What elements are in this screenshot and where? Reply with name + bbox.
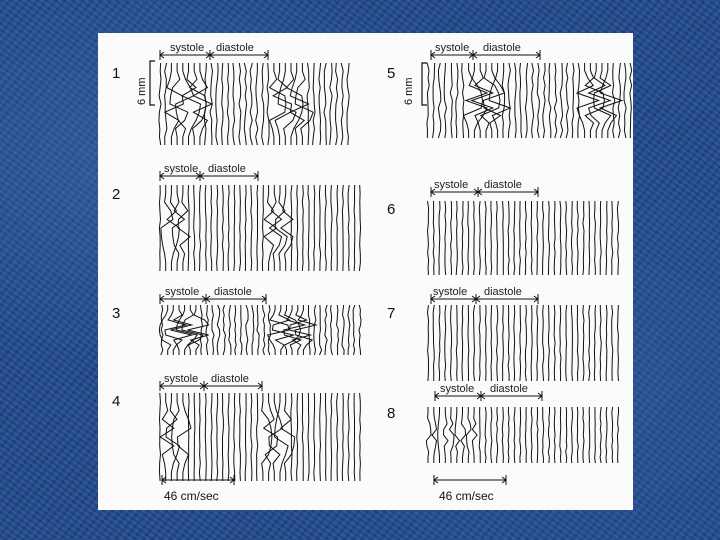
waveform-trace-1-14 bbox=[233, 63, 235, 145]
waveform-trace-5-6 bbox=[456, 63, 458, 138]
diastole-label-5: diastole bbox=[483, 42, 521, 54]
waveform-trace-7-26 bbox=[571, 305, 572, 381]
waveform-trace-8-20 bbox=[537, 407, 538, 463]
diastole-label-8: diastole bbox=[490, 383, 528, 395]
waveform-trace-2-17 bbox=[251, 185, 252, 271]
waveform-trace-2-27 bbox=[308, 185, 309, 271]
waveform-trace-5-15 bbox=[508, 63, 510, 138]
waveform-trace-7-32 bbox=[606, 305, 607, 381]
diastole-label-7: diastole bbox=[484, 286, 522, 298]
waveform-trace-1-16 bbox=[244, 63, 246, 145]
systole-label-6: systole bbox=[434, 179, 469, 191]
waveform-trace-7-33 bbox=[612, 305, 613, 381]
waveform-trace-1-30 bbox=[324, 63, 326, 145]
waveform-trace-2-10 bbox=[211, 185, 212, 271]
waveform-trace-7-4 bbox=[445, 305, 446, 381]
waveform-trace-8-33 bbox=[612, 407, 613, 463]
waveform-trace-4-30 bbox=[326, 393, 327, 481]
waveform-trace-6-4 bbox=[445, 201, 446, 275]
panel-number-3: 3 bbox=[112, 305, 121, 322]
waveform-trace-6-6 bbox=[456, 201, 457, 275]
waveform-trace-8-10 bbox=[479, 407, 480, 463]
waveform-trace-1-32 bbox=[336, 63, 338, 145]
waveform-trace-7-1 bbox=[428, 305, 429, 381]
waveform-trace-7-13 bbox=[497, 305, 498, 381]
waveform-trace-8-26 bbox=[571, 407, 572, 463]
waveform-trace-6-5 bbox=[451, 201, 452, 275]
waveform-trace-1-9 bbox=[205, 63, 207, 145]
waveform-trace-5-24 bbox=[560, 63, 562, 138]
waveform-trace-1-17 bbox=[250, 63, 252, 145]
waveform-trace-8-12 bbox=[491, 407, 492, 463]
waveform-trace-7-3 bbox=[439, 305, 440, 381]
waveform-trace-8-19 bbox=[531, 407, 532, 463]
waveform-trace-8-29 bbox=[589, 407, 590, 463]
waveform-trace-6-24 bbox=[560, 201, 561, 275]
figure-page bbox=[98, 33, 633, 510]
waveform-trace-6-28 bbox=[583, 201, 584, 275]
waveform-trace-7-20 bbox=[537, 305, 538, 381]
systole-label-7: systole bbox=[433, 286, 468, 298]
waveform-trace-6-14 bbox=[503, 201, 504, 275]
waveform-trace-7-22 bbox=[549, 305, 550, 381]
waveform-trace-7-21 bbox=[543, 305, 544, 381]
waveform-trace-1-6 bbox=[182, 63, 201, 145]
systole-label-2: systole bbox=[164, 163, 199, 175]
waveform-trace-3-32 bbox=[337, 305, 339, 355]
panel-number-1: 1 bbox=[112, 65, 121, 82]
waveform-trace-5-16 bbox=[515, 63, 517, 138]
waveform-trace-5-18 bbox=[525, 63, 527, 138]
waveform-trace-2-8 bbox=[200, 185, 201, 271]
waveform-trace-4-31 bbox=[331, 393, 332, 481]
waveform-trace-3-30 bbox=[325, 305, 327, 355]
waveform-trace-3-11 bbox=[217, 305, 219, 355]
waveform-trace-6-33 bbox=[612, 201, 613, 275]
waveform-trace-7-24 bbox=[560, 305, 561, 381]
waveform-trace-4-10 bbox=[211, 393, 212, 481]
waveform-trace-3-5 bbox=[176, 305, 197, 355]
waveform-trace-5-12 bbox=[483, 63, 504, 138]
waveform-trace-5-35 bbox=[624, 63, 626, 138]
waveform-trace-7-29 bbox=[589, 305, 590, 381]
waveform-trace-8-15 bbox=[508, 407, 509, 463]
waveform-trace-2-35 bbox=[354, 185, 355, 271]
scale-bracket-1 bbox=[150, 61, 155, 105]
waveform-trace-1-8 bbox=[193, 63, 212, 145]
waveform-trace-1-25 bbox=[290, 63, 309, 145]
waveform-trace-7-8 bbox=[468, 305, 469, 381]
waveform-trace-6-20 bbox=[537, 201, 538, 275]
waveform-trace-6-25 bbox=[566, 201, 567, 275]
waveform-trace-7-19 bbox=[531, 305, 532, 381]
waveform-trace-2-28 bbox=[314, 185, 315, 271]
waveform-trace-5-25 bbox=[566, 63, 568, 138]
waveform-trace-3-29 bbox=[320, 305, 322, 355]
waveform-trace-5-21 bbox=[543, 63, 545, 138]
waveform-trace-2-34 bbox=[348, 185, 349, 271]
systole-label-8: systole bbox=[440, 383, 475, 395]
waveform-trace-3-25 bbox=[289, 305, 310, 355]
waveform-trace-2-33 bbox=[342, 185, 343, 271]
waveform-trace-7-23 bbox=[554, 305, 555, 381]
waveform-trace-4-7 bbox=[194, 393, 195, 481]
panel-number-5: 5 bbox=[387, 65, 396, 82]
waveform-trace-6-13 bbox=[497, 201, 498, 275]
waveform-trace-5-2 bbox=[433, 63, 435, 138]
waveform-trace-1-11 bbox=[216, 63, 218, 145]
waveform-trace-6-19 bbox=[531, 201, 532, 275]
waveform-trace-4-9 bbox=[205, 393, 206, 481]
waveform-trace-6-21 bbox=[543, 201, 544, 275]
waveform-trace-2-14 bbox=[234, 185, 235, 271]
waveform-trace-3-26 bbox=[295, 305, 316, 355]
diastole-label-1: diastole bbox=[216, 42, 254, 54]
waveform-trace-4-19 bbox=[262, 393, 272, 481]
waveform-trace-8-21 bbox=[543, 407, 544, 463]
waveform-trace-2-36 bbox=[359, 185, 360, 271]
waveform-trace-2-6 bbox=[188, 185, 189, 271]
waveform-trace-1-3 bbox=[165, 63, 184, 145]
waveform-trace-3-16 bbox=[246, 305, 248, 355]
waveform-trace-1-20 bbox=[267, 63, 269, 145]
waveform-trace-3-24 bbox=[284, 305, 305, 355]
waveform-trace-2-1 bbox=[159, 185, 160, 271]
waveform-trace-8-30 bbox=[595, 407, 596, 463]
waveform-trace-6-7 bbox=[462, 201, 463, 275]
waveform-trace-5-19 bbox=[532, 63, 534, 138]
waveform-trace-7-16 bbox=[514, 305, 515, 381]
waveform-trace-4-14 bbox=[234, 393, 235, 481]
waveform-trace-4-18 bbox=[257, 393, 258, 481]
waveform-trace-2-31 bbox=[331, 185, 332, 271]
waveform-trace-3-31 bbox=[331, 305, 333, 355]
waveform-trace-6-29 bbox=[589, 201, 590, 275]
waveform-trace-3-10 bbox=[212, 305, 214, 355]
waveform-trace-7-15 bbox=[508, 305, 509, 381]
waveform-trace-6-9 bbox=[474, 201, 475, 275]
waveform-trace-1-26 bbox=[295, 63, 313, 145]
waveform-trace-1-12 bbox=[222, 63, 223, 145]
waveform-trace-4-35 bbox=[354, 393, 355, 481]
waveform-trace-2-24 bbox=[291, 185, 292, 271]
waveform-trace-6-3 bbox=[439, 201, 440, 275]
waveform-trace-1-33 bbox=[341, 63, 343, 145]
waveform-trace-8-31 bbox=[600, 407, 601, 463]
waveform-trace-7-31 bbox=[600, 305, 601, 381]
panel-number-2: 2 bbox=[112, 186, 121, 203]
waveform-trace-8-8 bbox=[467, 407, 472, 463]
waveform-trace-2-13 bbox=[228, 185, 229, 271]
waveform-trace-7-14 bbox=[503, 305, 504, 381]
waveform-trace-2-25 bbox=[297, 185, 298, 271]
waveform-trace-8-23 bbox=[554, 407, 555, 463]
waveform-trace-1-23 bbox=[278, 63, 296, 145]
waveform-trace-3-14 bbox=[235, 305, 237, 355]
waveform-trace-1-22 bbox=[273, 63, 292, 145]
waveform-trace-7-12 bbox=[491, 305, 492, 381]
waveform-trace-4-29 bbox=[320, 393, 321, 481]
waveform-trace-1-1 bbox=[159, 63, 161, 145]
panel-number-8: 8 bbox=[387, 405, 396, 422]
waveform-trace-7-34 bbox=[618, 305, 619, 381]
waveform-trace-1-15 bbox=[239, 63, 241, 145]
waveform-trace-1-18 bbox=[256, 63, 258, 145]
waveform-trace-6-10 bbox=[479, 201, 480, 275]
waveform-trace-6-22 bbox=[548, 201, 549, 275]
waveform-trace-4-11 bbox=[217, 393, 218, 481]
waveform-trace-2-29 bbox=[319, 185, 320, 271]
waveform-trace-1-29 bbox=[319, 63, 321, 145]
waveform-trace-2-11 bbox=[217, 185, 218, 271]
waveform-trace-8-1 bbox=[426, 407, 431, 463]
waveform-trace-4-17 bbox=[251, 393, 252, 481]
waveform-trace-8-14 bbox=[502, 407, 503, 463]
waveform-trace-8-34 bbox=[618, 407, 619, 463]
waveform-trace-5-27 bbox=[578, 63, 580, 138]
waveform-trace-7-25 bbox=[566, 305, 567, 381]
waveform-trace-7-6 bbox=[456, 305, 457, 381]
waveform-trace-2-18 bbox=[257, 185, 258, 271]
waveform-trace-8-18 bbox=[525, 407, 526, 463]
waveform-trace-3-17 bbox=[252, 305, 254, 355]
waveform-trace-3-18 bbox=[257, 305, 259, 355]
waveform-trace-6-1 bbox=[428, 201, 429, 275]
waveform-trace-1-7 bbox=[190, 63, 207, 145]
speed-label-left: 46 cm/sec bbox=[164, 489, 219, 503]
waveform-trace-2-9 bbox=[205, 185, 206, 271]
waveform-trace-8-27 bbox=[577, 407, 578, 463]
waveform-trace-5-20 bbox=[537, 63, 539, 138]
waveform-trace-5-17 bbox=[520, 63, 522, 138]
waveform-trace-3-34 bbox=[348, 305, 350, 355]
waveform-trace-8-28 bbox=[583, 407, 584, 463]
waveform-trace-7-10 bbox=[479, 305, 480, 381]
waveform-trace-7-27 bbox=[577, 305, 578, 381]
waveform-trace-5-26 bbox=[572, 63, 574, 138]
waveform-trace-3-27 bbox=[308, 305, 310, 355]
waveform-trace-7-11 bbox=[485, 305, 486, 381]
waveform-trace-3-36 bbox=[359, 305, 361, 355]
waveform-trace-1-34 bbox=[347, 63, 349, 145]
waveform-trace-5-31 bbox=[594, 63, 611, 138]
waveform-trace-5-3 bbox=[438, 63, 440, 138]
waveform-trace-4-22 bbox=[275, 393, 289, 481]
waveform-trace-8-5 bbox=[449, 407, 454, 463]
panel-number-7: 7 bbox=[387, 305, 396, 322]
waveform-trace-4-8 bbox=[199, 393, 200, 481]
waveform-trace-1-28 bbox=[313, 63, 315, 145]
waveform-trace-6-34 bbox=[617, 201, 618, 275]
waveform-trace-5-33 bbox=[613, 63, 615, 138]
waveform-trace-2-19 bbox=[262, 185, 263, 271]
waveform-trace-2-16 bbox=[245, 185, 246, 271]
diastole-label-3: diastole bbox=[214, 286, 252, 298]
waveform-trace-1-19 bbox=[262, 63, 264, 145]
waveform-trace-3-6 bbox=[182, 305, 203, 355]
waveform-trace-2-7 bbox=[194, 185, 195, 271]
waveform-trace-7-18 bbox=[525, 305, 526, 381]
waveform-trace-3-7 bbox=[188, 305, 209, 355]
waveform-trace-8-25 bbox=[566, 407, 567, 463]
waveform-trace-5-5 bbox=[450, 63, 452, 138]
waveform-trace-8-32 bbox=[606, 407, 607, 463]
waveform-trace-8-3 bbox=[438, 407, 440, 463]
waveform-trace-7-2 bbox=[433, 305, 434, 381]
waveform-trace-8-6 bbox=[455, 407, 460, 463]
speed-label-right: 46 cm/sec bbox=[439, 489, 494, 503]
panel-number-4: 4 bbox=[112, 393, 121, 410]
waveform-trace-6-2 bbox=[433, 201, 434, 275]
waveform-trace-4-12 bbox=[222, 393, 223, 481]
waveform-trace-4-36 bbox=[360, 393, 361, 481]
waveform-trace-5-7 bbox=[462, 63, 464, 138]
waveform-trace-6-30 bbox=[594, 201, 595, 275]
waveform-trace-3-15 bbox=[240, 305, 242, 355]
waveform-trace-4-24 bbox=[291, 393, 292, 481]
waveform-trace-3-28 bbox=[314, 305, 316, 355]
waveform-trace-4-32 bbox=[337, 393, 338, 481]
waveform-trace-5-23 bbox=[554, 63, 556, 138]
waveform-trace-4-27 bbox=[308, 393, 309, 481]
waveform-trace-4-15 bbox=[240, 393, 241, 481]
waveform-trace-1-2 bbox=[165, 63, 167, 145]
waveform-trace-6-16 bbox=[514, 201, 515, 275]
waveform-trace-3-13 bbox=[229, 305, 231, 355]
waveform-trace-4-25 bbox=[297, 393, 298, 481]
waveform-trace-5-36 bbox=[630, 63, 632, 138]
panel-number-6: 6 bbox=[387, 201, 396, 218]
waveform-trace-3-1 bbox=[161, 305, 163, 355]
waveform-trace-2-26 bbox=[302, 185, 303, 271]
waveform-trace-8-2 bbox=[432, 407, 437, 463]
waveform-trace-6-12 bbox=[491, 201, 492, 275]
waveform-trace-3-12 bbox=[223, 305, 226, 355]
systole-label-1: systole bbox=[170, 42, 205, 54]
waveform-trace-1-31 bbox=[330, 63, 332, 145]
waveform-trace-3-35 bbox=[353, 305, 355, 355]
waveform-trace-3-9 bbox=[206, 305, 208, 355]
diastole-label-4: diastole bbox=[211, 373, 249, 385]
waveform-trace-6-26 bbox=[572, 201, 573, 275]
waveform-trace-3-33 bbox=[342, 305, 344, 355]
waveform-trace-7-7 bbox=[462, 305, 463, 381]
waveform-trace-5-34 bbox=[618, 63, 620, 138]
waveform-trace-8-4 bbox=[444, 407, 449, 463]
waveform-trace-7-17 bbox=[520, 305, 521, 381]
waveform-trace-5-4 bbox=[444, 63, 446, 138]
waveform-trace-3-19 bbox=[263, 305, 265, 355]
waveform-trace-6-18 bbox=[525, 201, 526, 275]
waveform-trace-4-23 bbox=[281, 393, 295, 481]
waveform-trace-7-9 bbox=[474, 305, 475, 381]
waveform-trace-6-31 bbox=[600, 201, 601, 275]
waveform-trace-6-8 bbox=[468, 201, 469, 275]
systole-label-4: systole bbox=[164, 373, 199, 385]
waveform-trace-4-26 bbox=[302, 393, 303, 481]
waveform-trace-5-1 bbox=[427, 63, 429, 138]
scale-label-right: 6 mm bbox=[403, 77, 415, 105]
diastole-label-2: diastole bbox=[208, 163, 246, 175]
waveform-trace-5-22 bbox=[549, 63, 551, 138]
waveform-trace-6-15 bbox=[508, 201, 509, 275]
diastole-label-6: diastole bbox=[484, 179, 522, 191]
waveform-trace-4-16 bbox=[245, 393, 246, 481]
waveform-trace-4-34 bbox=[348, 393, 349, 481]
waveform-trace-4-28 bbox=[314, 393, 315, 481]
waveform-trace-6-11 bbox=[485, 201, 486, 275]
waveform-trace-6-27 bbox=[577, 201, 578, 275]
waveform-trace-8-22 bbox=[548, 407, 549, 463]
systole-label-5: systole bbox=[435, 42, 470, 54]
waveform-trace-4-21 bbox=[269, 393, 283, 481]
waveform-trace-8-7 bbox=[461, 407, 466, 463]
waveform-trace-8-13 bbox=[497, 407, 498, 463]
waveform-trace-2-12 bbox=[222, 185, 223, 271]
waveform-trace-8-16 bbox=[514, 407, 515, 463]
waveform-trace-2-30 bbox=[325, 185, 326, 271]
waveform-trace-4-33 bbox=[342, 393, 343, 481]
scale-bracket-2 bbox=[422, 63, 427, 105]
scale-label-left: 6 mm bbox=[136, 77, 148, 105]
waveform-trace-7-5 bbox=[451, 305, 452, 381]
waveform-trace-3-20 bbox=[268, 305, 270, 355]
systole-label-3: systole bbox=[165, 286, 200, 298]
waveform-trace-8-24 bbox=[560, 407, 561, 463]
waveform-trace-2-15 bbox=[240, 185, 241, 271]
waveform-trace-7-28 bbox=[583, 305, 584, 381]
waveform-trace-8-9 bbox=[472, 407, 477, 463]
waveform-trace-8-17 bbox=[520, 407, 521, 463]
waveform-figure bbox=[98, 33, 633, 510]
waveform-trace-3-8 bbox=[200, 305, 202, 355]
waveform-trace-6-32 bbox=[606, 201, 607, 275]
waveform-trace-4-13 bbox=[228, 393, 229, 481]
waveform-trace-6-23 bbox=[554, 201, 555, 275]
waveform-trace-2-32 bbox=[337, 185, 338, 271]
waveform-trace-5-14 bbox=[502, 63, 504, 138]
waveform-trace-8-11 bbox=[485, 407, 486, 463]
waveform-trace-6-17 bbox=[520, 201, 521, 275]
waveform-trace-4-6 bbox=[188, 393, 189, 481]
waveform-trace-7-30 bbox=[594, 305, 595, 381]
waveform-trace-1-13 bbox=[227, 63, 229, 145]
